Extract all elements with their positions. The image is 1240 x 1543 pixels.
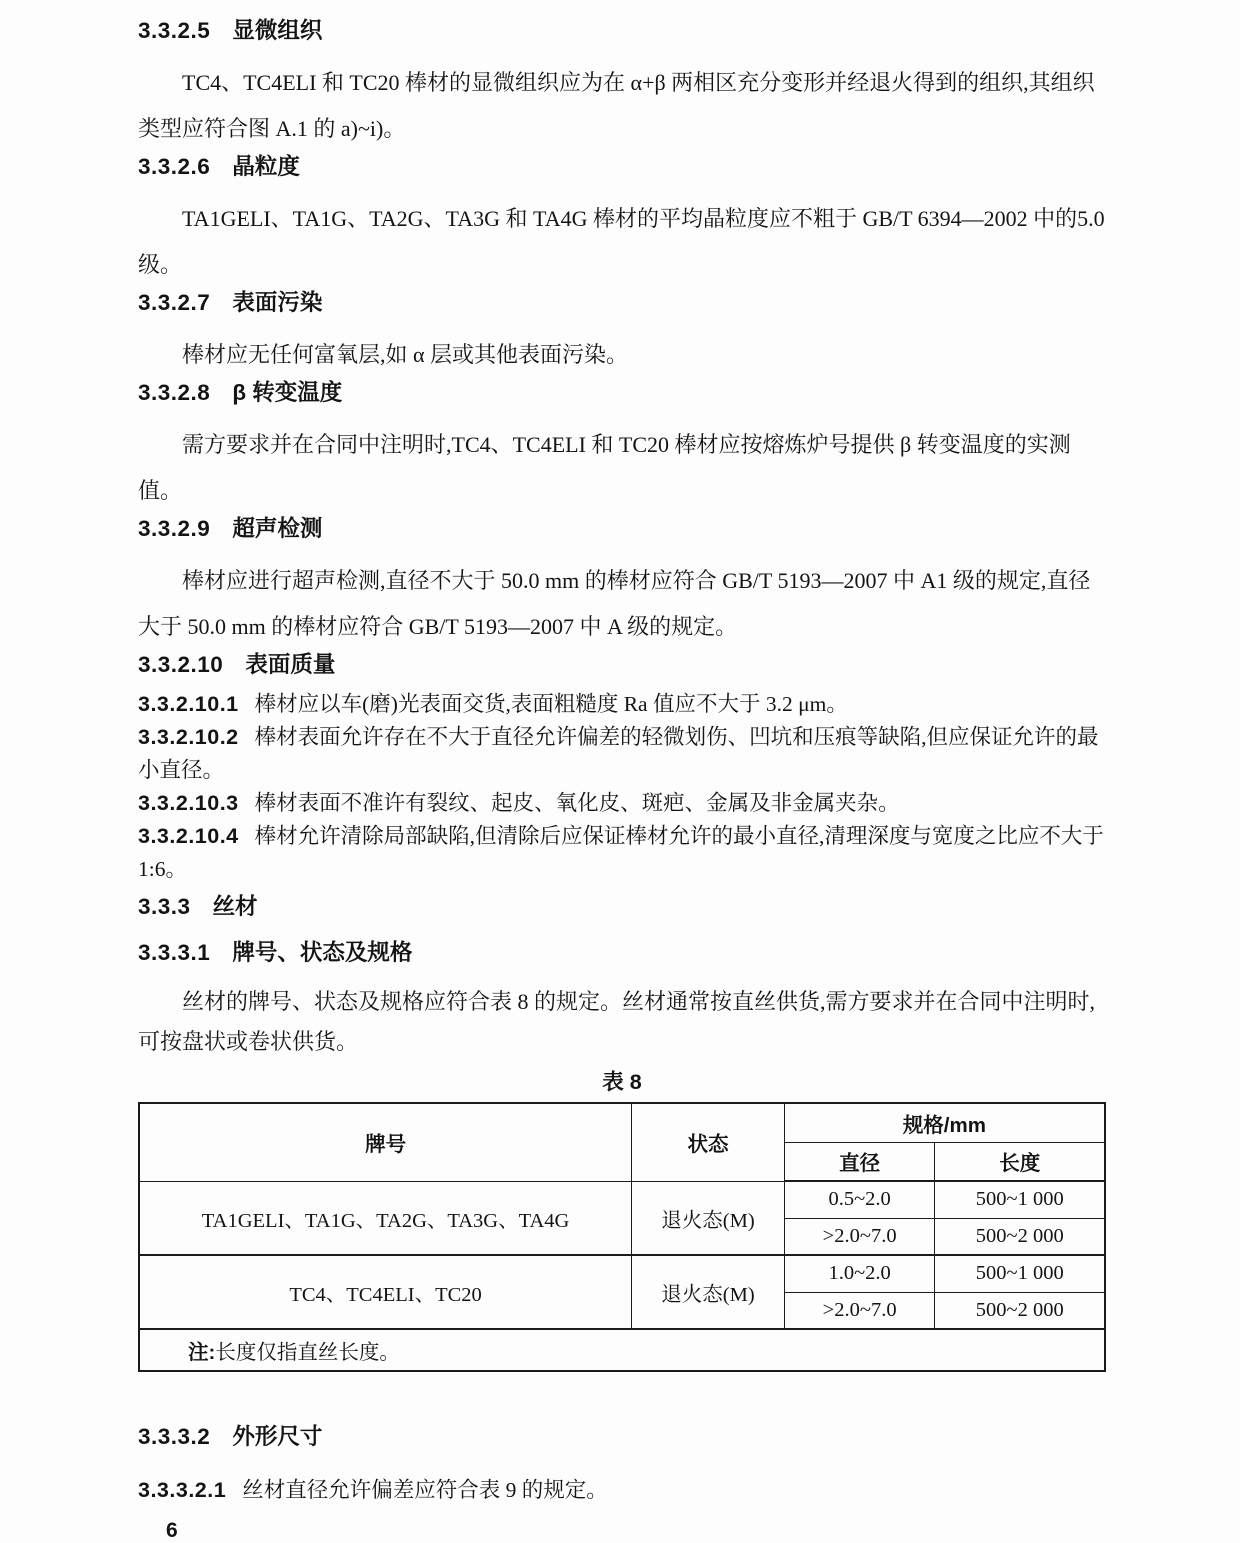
clause-number: 3.3.2.8 [138,380,211,405]
clause-text: 棒材允许清除局部缺陷,但清除后应保证棒材允许的最小直径,清理深度与宽度之比应不大于 1:6。 [138,824,1104,881]
clause-number: 3.3.3 [138,894,191,919]
section-heading-3-3-3-2 [138,1422,1106,1452]
clause-title: 表面质量 [245,652,336,677]
column-header-spec: 规格/mm [784,1103,1105,1142]
table-row [139,1255,1105,1292]
paragraph-microstructure: TC4、TC4ELI 和 TC20 棒材的显微组织应为在 α+β 两相区充分变形并经退火得到的组织,其组织类型应符合图 A.1 的 a)~i)。 [138,70,1095,141]
cell-diameter: >2.0~7.0 [784,1292,935,1329]
note-text: 长度仅指直丝长度。 [215,1342,400,1364]
clause-number: 3.3.2.10.4 [138,824,239,848]
table-8 [138,1102,1106,1372]
clause-text: 棒材表面不准许有裂纹、起皮、氧化皮、斑疤、金属及非金属夹杂。 [254,791,900,815]
clause-3-3-2-10-2 [138,721,1106,787]
clause-title: 丝材 [212,894,258,919]
clause-number: 3.3.2.10.3 [138,791,239,815]
paragraph-surface-contamination: 棒材应无任何富氧层,如 α 层或其他表面污染。 [182,342,629,367]
section-heading-3-3-3-1 [138,938,1106,968]
cell-length: 500~1 000 [935,1181,1105,1218]
paragraph-grain-size: TA1GELI、TA1G、TA2G、TA3G 和 TA4G 棒材的平均晶粒度应不粗于 GB/T 6394—2002 中的5.0级。 [138,206,1105,277]
clause-title: 晶粒度 [232,154,300,179]
clause-number: 3.3.2.10 [138,652,224,677]
clause-3-3-3-2-1 [138,1474,1106,1507]
table-note-row [139,1329,1105,1371]
clause-text: 丝材直径允许偏差应符合表 9 的规定。 [242,1478,608,1502]
note-label: 注: [188,1341,216,1364]
cell-state: 退火态(M) [632,1255,785,1329]
section-heading-3-3-2-9 [138,514,1106,544]
section-heading-3-3-2-7 [138,288,1106,318]
clause-number: 3.3.3.2 [138,1424,211,1449]
paragraph-beta-transus: 需方要求并在合同中注明时,TC4、TC4ELI 和 TC20 棒材应按熔炼炉号提供 β 转变温度的实测值。 [138,432,1071,503]
clause-title: 超声检测 [232,516,323,541]
clause-text: 棒材应以车(磨)光表面交货,表面粗糙度 Ra 值应不大于 3.2 μm。 [254,692,848,716]
cell-brand: TC4、TC4ELI、TC20 [139,1255,632,1329]
section-heading-3-3-3 [138,892,1106,922]
column-header-diameter: 直径 [784,1142,935,1181]
table-note [139,1329,1105,1371]
table-row [139,1181,1105,1218]
clause-number: 3.3.2.5 [138,18,211,43]
cell-diameter: >2.0~7.0 [784,1218,935,1255]
clause-number: 3.3.2.10.1 [138,692,239,716]
cell-length: 500~2 000 [935,1292,1105,1329]
table-caption: 表 8 [602,1070,642,1094]
clause-number: 3.3.2.9 [138,516,211,541]
table-header-row [139,1103,1105,1142]
clause-title: β 转变温度 [232,380,343,405]
cell-diameter: 0.5~2.0 [784,1181,935,1218]
clause-title: 外形尺寸 [232,1424,323,1449]
section-heading-3-3-2-10 [138,650,1106,680]
clause-3-3-2-10-3 [138,787,1106,820]
clause-3-3-2-10-4 [138,820,1106,886]
cell-state: 退火态(M) [632,1181,785,1255]
clause-number: 3.3.3.2.1 [138,1478,227,1502]
section-heading-3-3-2-5 [138,16,1106,46]
clause-title: 表面污染 [232,290,323,315]
clause-title: 显微组织 [232,18,323,43]
clause-3-3-2-10-1 [138,688,1106,721]
clause-number: 3.3.3.1 [138,940,211,965]
page-number: 6 [166,1519,178,1542]
column-header-length: 长度 [935,1142,1105,1181]
paragraph-wire-spec: 丝材的牌号、状态及规格应符合表 8 的规定。丝材通常按直丝供货,需方要求并在合同中注明时,可按盘状或卷状供货。 [138,989,1096,1054]
cell-length: 500~2 000 [935,1218,1105,1255]
clause-number: 3.3.2.7 [138,290,211,315]
cell-diameter: 1.0~2.0 [784,1255,935,1292]
paragraph-ultrasonic: 棒材应进行超声检测,直径不大于 50.0 mm 的棒材应符合 GB/T 5193—2007 中 A1 级的规定,直径大于 50.0 mm 的棒材应符合 GB/T 5193—2007 中 A 级的规定。 [138,568,1091,639]
clause-text: 棒材表面允许存在不大于直径允许偏差的轻微划伤、凹坑和压痕等缺陷,但应保证允许的最小直径。 [138,725,1099,782]
column-header-state: 状态 [632,1103,785,1181]
clause-number: 3.3.2.6 [138,154,211,179]
cell-length: 500~1 000 [935,1255,1105,1292]
clause-title: 牌号、状态及规格 [232,940,413,965]
section-heading-3-3-2-6 [138,152,1106,182]
cell-brand: TA1GELI、TA1G、TA2G、TA3G、TA4G [139,1181,632,1255]
clause-number: 3.3.2.10.2 [138,725,239,749]
section-heading-3-3-2-8 [138,378,1106,408]
column-header-brand: 牌号 [139,1103,632,1181]
